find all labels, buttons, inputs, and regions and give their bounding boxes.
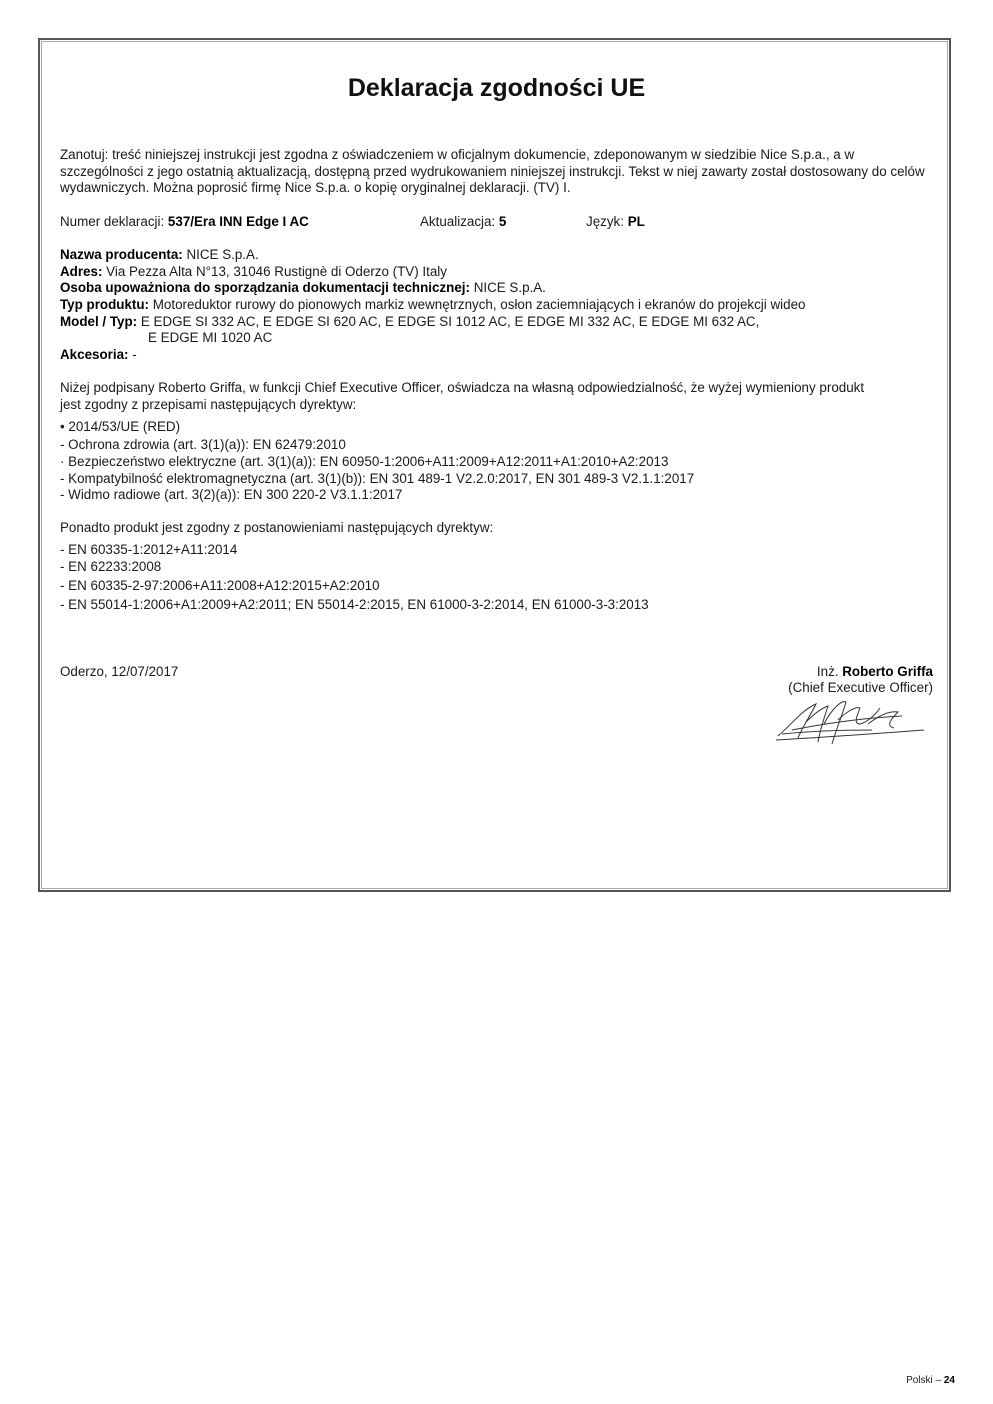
signatory-role: (Chief Executive Officer) [788,680,933,695]
footer-language: Polski – [906,1375,942,1386]
number-value: 537/Era INN Edge I AC [167,214,309,229]
model-label: Model / Typ: [60,314,138,329]
product-type-value: Motoreduktor rurowy do pionowych markiz wewnętrznych, osłon zaciemniających i ekranów do projekcji wideo [152,297,806,312]
page-footer [906,1375,955,1386]
signatory-name-row [817,663,933,680]
directive-item: · Bezpieczeństwo elektryczne (art. 3(1)(a)): EN 60950-1:2006+A11:2009+A12:2011+A1:2010+A2:2013 [60,454,669,469]
place-date: Oderzo, 12/07/2017 [60,664,179,679]
language-label: Język: [586,214,624,229]
directive-item: • 2014/53/UE (RED) [60,419,181,434]
producer-name-row [60,246,259,263]
standard-item: - EN 55014-1:2006+A1:2009+A2:2011; EN 55014-2:2015, EN 61000-3-2:2014, EN 61000-3-3:2013 [60,597,649,612]
producer-name-value: NICE S.p.A. [186,247,259,262]
accessories-value: - [132,347,137,362]
update-value: 5 [498,214,507,229]
directive-item: - Widmo radiowe (art. 3(2)(a)): EN 300 220-2 V3.1.1:2017 [60,487,403,502]
producer-name-label: Nazwa producenta: [60,247,183,262]
language-value: PL [627,214,645,229]
authorized-row [60,279,546,296]
authorized-label: Osoba upoważniona do sporządzania dokumentacji technicznej: [60,280,470,295]
update-label: Aktualizacja: [420,214,496,229]
page-number: 24 [943,1375,955,1386]
update-row [420,213,506,230]
directive-item: - Ochrona zdrowia (art. 3(1)(a)): EN 62479:2010 [60,437,346,452]
signatory-name: Roberto Griffa [842,664,933,679]
model-value-line1: E EDGE SI 332 AC, E EDGE SI 620 AC, E EDGE SI 1012 AC, E EDGE MI 332 AC, E EDGE MI 632 AC, [140,314,760,329]
product-type-label: Typ produktu: [60,297,150,312]
model-row [60,313,759,330]
standard-item: - EN 60335-1:2012+A11:2014 [60,542,238,557]
number-label: Numer deklaracji: [60,214,165,229]
signatory-prefix: Inż. [816,664,839,679]
page-title: Deklaracja zgodności UE [347,74,646,102]
statement-line-1: Niżej podpisany Roberto Griffa, w funkcji Chief Executive Officer, oświadcza na własną odpowiedzialność, że wyżej wymieniony produkt [60,380,865,395]
note-paragraph: Zanotuj: treść niniejszej instrukcji jest zgodna z oświadczeniem w oficjalnym dokumencie, zdeponowanym w siedzibie Nice S.p.a., a w szczególności z jego ostatnią aktualizacją, dostępną przed wydrukowaniem niniejszej instrukcji. Tekst w niej zawarty został dostosowany do celów wydawniczych. Można poprosić firmę Nice S.p.a. o kopię oryginalnej deklaracji. (TV) I. [60,147,925,195]
authorized-value: NICE S.p.A. [473,280,546,295]
address-row [60,263,447,280]
address-value: Via Pezza Alta N°13, 31046 Rustignè di Oderzo (TV) Italy [106,264,447,279]
address-label: Adres: [60,264,103,279]
product-type-row [60,296,805,313]
standard-item: - EN 60335-2-97:2006+A11:2008+A12:2015+A2:2010 [60,578,380,593]
accessories-label: Akcesoria: [60,347,129,362]
declaration-number-row [60,213,309,230]
model-value-line2: E EDGE MI 1020 AC [148,330,273,345]
additional-intro: Ponadto produkt jest zgodny z postanowieniami następujących dyrektyw: [60,520,494,535]
signature-image [772,694,932,746]
directive-item: - Kompatybilność elektromagnetyczna (art. 3(1)(b)): EN 301 489-1 V2.2.0:2017, EN 301 489-3 V2.1.1:2017 [60,471,695,486]
language-row [586,213,645,230]
statement-line-2: jest zgodny z przepisami następujących dyrektyw: [60,397,357,412]
standard-item: - EN 62233:2008 [60,559,162,574]
accessories-row [60,346,137,363]
